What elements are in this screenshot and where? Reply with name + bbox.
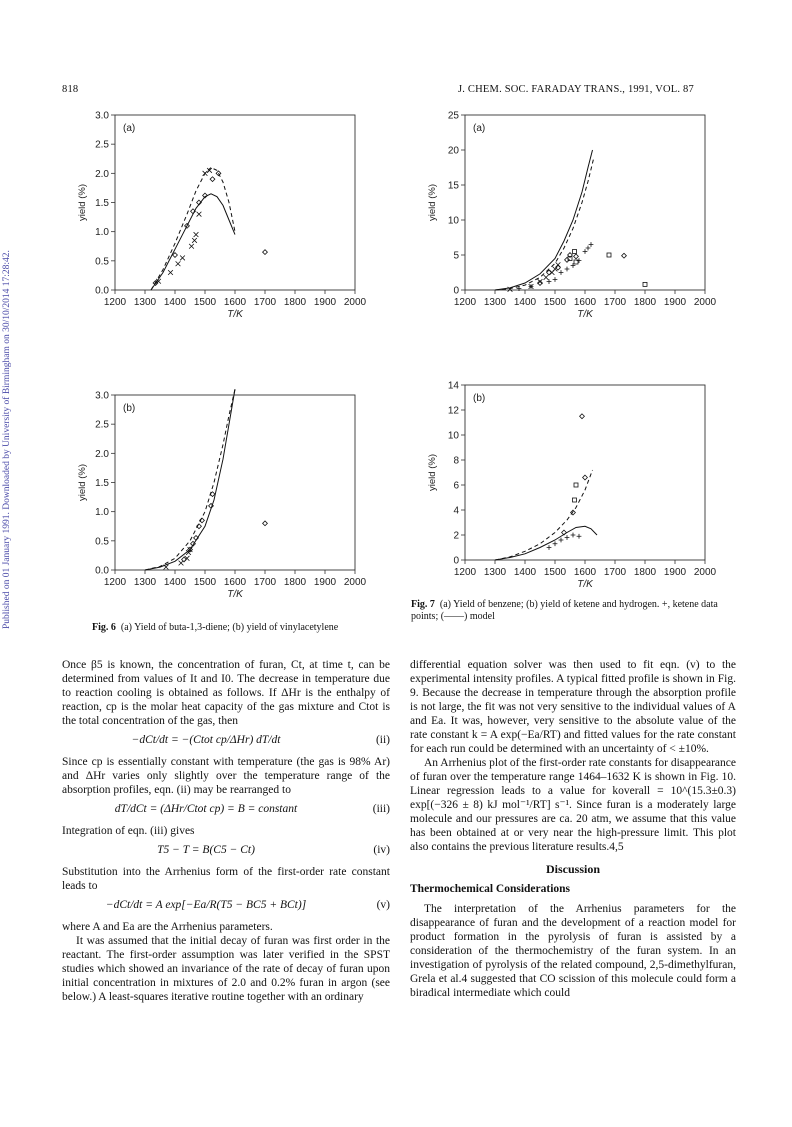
data-point-x <box>168 270 173 275</box>
y-tick-label: 4 <box>453 505 459 517</box>
x-tick-label: 1800 <box>633 297 657 308</box>
x-tick-label: 1500 <box>543 567 567 578</box>
x-tick-label: 1400 <box>513 297 537 308</box>
section-heading: Discussion <box>545 862 601 876</box>
equation-number: (ii) <box>375 734 390 746</box>
data-point-plus <box>565 535 570 540</box>
x-tick-label: 1500 <box>193 297 217 308</box>
panel-label: (b) <box>473 393 486 404</box>
panel-label: (b) <box>123 403 136 414</box>
journal-header: J. CHEM. SOC. FARADAY TRANS., 1991, VOL. 87 <box>458 84 694 95</box>
y-tick-label: 14 <box>447 380 459 392</box>
x-tick-label: 1900 <box>663 297 687 308</box>
y-tick-label: 0.5 <box>95 256 109 268</box>
y-tick-label: 0 <box>453 555 459 567</box>
equation-number: (v) <box>376 899 390 911</box>
x-tick-label: 1300 <box>483 567 507 578</box>
model-curve-solid <box>495 150 593 290</box>
x-tick-label: 2000 <box>693 567 717 578</box>
y-axis-label: yield (%) <box>77 184 88 221</box>
equation-v <box>62 898 390 915</box>
data-point-x <box>180 256 185 261</box>
x-tick-label: 1400 <box>163 297 187 308</box>
data-point-diamond <box>565 258 570 263</box>
paragraph: where A and Ea are the Arrhenius parameters. <box>62 921 273 933</box>
figure-7b-chart <box>405 375 735 610</box>
panel-label: (a) <box>473 123 486 134</box>
data-point-square <box>573 250 577 254</box>
y-tick-label: 6 <box>453 480 459 492</box>
y-tick-label: 2.0 <box>95 168 109 180</box>
y-tick-label: 12 <box>447 405 459 417</box>
x-tick-label: 1800 <box>283 577 307 588</box>
data-point-square <box>573 498 577 502</box>
x-tick-label: 1500 <box>193 577 217 588</box>
equation-number: (iii) <box>372 803 390 815</box>
figure-6b-chart <box>55 385 385 620</box>
data-point-square <box>607 253 611 257</box>
right-text-column <box>410 658 736 1000</box>
data-point-square <box>643 282 647 286</box>
model-curve-solid <box>145 389 235 570</box>
data-point-plus <box>571 533 576 538</box>
y-axis-label: yield (%) <box>427 184 438 221</box>
equation-text: dT/dCt = (ΔHr/Ctot cp) = B = constant <box>114 803 298 815</box>
y-tick-label: 15 <box>447 180 459 192</box>
equation-text: −dCt/dt = A exp[−Ea/R(T5 − BC5 + BCt)] <box>105 899 307 911</box>
x-tick-label: 1900 <box>663 567 687 578</box>
data-point-x <box>194 232 199 237</box>
data-point-plus <box>559 538 564 543</box>
equation-text: T5 − T = B(C5 − Ct) <box>157 844 255 856</box>
paragraph: Integration of eqn. (iii) gives <box>62 825 195 837</box>
x-tick-label: 1700 <box>603 567 627 578</box>
y-tick-label: 2.0 <box>95 448 109 460</box>
page-number: 818 <box>62 84 79 95</box>
y-tick-label: 0.0 <box>95 565 109 577</box>
y-axis-label: yield (%) <box>77 464 88 501</box>
x-tick-label: 1700 <box>253 577 277 588</box>
download-watermark: Published on 01 January 1991. Downloaded by University of Birmingham on 30/10/2014 17:28:42. <box>2 250 12 630</box>
data-point-diamond <box>583 475 588 480</box>
paragraph: differential equation solver was then used to fit eqn. (v) to the experimental intensity profiles. A typical fitted profile is shown in Fig. 9. Because the decrease in temperature through the absorption profile is not large, the fit was not very sensitive to the individual values of A and Ea. It was, however, very sensitive to the absolute value of the rate constant k = A exp(−Ea/RT) and fitted values for the rate constant for each run could be determined with an uncertainty of < ±10%. <box>410 659 736 755</box>
x-tick-label: 1600 <box>573 297 597 308</box>
x-tick-label: 1300 <box>133 577 157 588</box>
model-curve-solid <box>495 526 597 560</box>
data-point-plus <box>559 270 564 275</box>
x-tick-label: 1200 <box>453 567 477 578</box>
x-tick-label: 1400 <box>513 567 537 578</box>
data-point-plus <box>547 545 552 550</box>
data-point-plus <box>565 267 570 272</box>
x-tick-label: 2000 <box>343 297 367 308</box>
figure-6-caption-text: (a) Yield of buta-1,3-diene; (b) yield of vinylacetylene <box>120 622 339 633</box>
data-point-plus <box>586 246 591 251</box>
figure-7-caption-text: (a) Yield of benzene; (b) yield of ketene and hydrogen. +, ketene data points; (——) model <box>411 599 718 622</box>
x-tick-label: 1200 <box>103 577 127 588</box>
plot-frame <box>115 395 355 570</box>
x-tick-label: 1900 <box>313 297 337 308</box>
y-tick-label: 8 <box>453 455 459 467</box>
y-tick-label: 2 <box>453 530 459 542</box>
equation-iv <box>62 843 390 860</box>
x-tick-label: 1700 <box>253 297 277 308</box>
y-tick-label: 5 <box>453 250 459 262</box>
x-tick-label: 1800 <box>633 567 657 578</box>
data-point-x <box>556 262 561 267</box>
data-point-plus <box>583 249 588 254</box>
data-point-x <box>176 261 181 266</box>
y-tick-label: 3.0 <box>95 110 109 122</box>
x-tick-label: 1600 <box>223 297 247 308</box>
data-point-diamond <box>574 254 579 259</box>
x-tick-label: 1700 <box>603 297 627 308</box>
x-tick-label: 1800 <box>283 297 307 308</box>
data-point-square <box>574 483 578 487</box>
y-tick-label: 0.0 <box>95 285 109 297</box>
x-tick-label: 2000 <box>693 297 717 308</box>
model-curve-dashed <box>145 389 235 570</box>
data-point-x <box>179 561 184 566</box>
x-tick-label: 1200 <box>453 297 477 308</box>
figure-7-caption-label: Fig. 7 <box>411 599 435 610</box>
equation-text: −dCt/dt = −(Ctot cp/ΔHr) dT/dt <box>131 734 281 746</box>
y-tick-label: 20 <box>447 145 459 157</box>
y-tick-label: 10 <box>447 215 459 227</box>
paragraph: Since cp is essentially constant with temperature (the gas is 98% Ar) and ΔHr varies only slightly over the temperature range of the absorption profiles, eqn. (ii) may be rearranged to <box>62 756 390 796</box>
plot-frame <box>465 385 705 560</box>
y-tick-label: 1.0 <box>95 507 109 519</box>
data-point-plus <box>577 258 582 263</box>
data-point-diamond <box>263 521 268 526</box>
x-tick-label: 1600 <box>223 577 247 588</box>
y-tick-label: 10 <box>447 430 459 442</box>
x-axis-label: T/K <box>577 579 593 590</box>
data-point-diamond <box>210 177 215 182</box>
paragraph: An Arrhenius plot of the first-order rate constants for disappearance of furan over the temperature range 1464–1632 K is shown in Fig. 10. Linear regression leads to a value for koverall = 10^(15.3±0.3) exp[(−326 ± 8) kJ mol⁻¹/RT] s⁻¹. Since furan is a moderately large molecule and our pressures are ca. 20 atm, we assume that this value has been obtained at or very near the high-pressure limit. This plot also contains the previous literature results.4,5 <box>410 757 736 853</box>
y-tick-label: 25 <box>447 110 459 122</box>
paragraph: Substitution into the Arrhenius form of the first-order rate constant leads to <box>62 866 390 892</box>
data-point-x <box>538 279 543 284</box>
x-tick-label: 1900 <box>313 577 337 588</box>
data-point-plus <box>547 279 552 284</box>
data-point-x <box>197 212 202 217</box>
y-tick-label: 0 <box>453 285 459 297</box>
paragraph: The interpretation of the Arrhenius parameters for the disappearance of furan and the development of a reaction model for product formation in the pyrolysis of furan is assisted by a consideration of the thermochemistry of the furan system. In an investigation of pyrolysis of the related compound, 2,5-dimethylfuran, Grela et al.4 suggested that CO scission of this molecule could form a biradical intermediate which could <box>410 903 736 999</box>
data-point-x <box>192 238 197 243</box>
plot-frame <box>115 115 355 290</box>
x-tick-label: 1300 <box>483 297 507 308</box>
paragraph: It was assumed that the initial decay of furan was first order in the reactant. The first-order assumption was later verified in the SPST studies which showed an invariance of the rate of decay of furan upon initial concentration in mixtures of 2.0 and 0.2% furan in argon (see below.) A least-squares iterative routine together with an ordinary <box>62 935 390 1003</box>
figure-6-caption-label: Fig. 6 <box>92 622 116 633</box>
figure-6-caption <box>92 622 392 634</box>
figure-6a-chart <box>55 105 385 340</box>
y-tick-label: 1.5 <box>95 198 109 209</box>
x-tick-label: 1200 <box>103 297 127 308</box>
plot-frame <box>465 115 705 290</box>
figure-7-caption <box>411 599 736 623</box>
x-tick-label: 1500 <box>543 297 567 308</box>
panel-label: (a) <box>123 123 136 134</box>
x-axis-label: T/K <box>227 589 243 600</box>
model-curve-dashed <box>495 157 594 290</box>
data-point-x <box>189 244 194 249</box>
data-point-plus <box>589 242 594 247</box>
data-point-diamond <box>263 250 268 255</box>
y-tick-label: 0.5 <box>95 536 109 548</box>
x-tick-label: 2000 <box>343 577 367 588</box>
data-point-plus <box>553 541 558 546</box>
data-point-diamond <box>580 414 585 419</box>
data-point-plus <box>577 534 582 539</box>
data-point-x <box>544 275 549 280</box>
y-tick-label: 2.5 <box>95 419 109 431</box>
x-axis-label: T/K <box>577 309 593 320</box>
y-axis-label: yield (%) <box>427 454 438 491</box>
y-tick-label: 1.0 <box>95 227 109 239</box>
subsection-heading: Thermochemical Considerations <box>410 883 571 895</box>
x-axis-label: T/K <box>227 309 243 320</box>
data-point-diamond <box>622 253 627 258</box>
y-tick-label: 1.5 <box>95 478 109 489</box>
equation-iii <box>62 802 390 819</box>
y-tick-label: 2.5 <box>95 139 109 151</box>
y-tick-label: 3.0 <box>95 390 109 402</box>
x-tick-label: 1600 <box>573 567 597 578</box>
paragraph: Once β5 is known, the concentration of furan, Ct, at time t, can be determined from values of It and I0. The decrease in temperature due to reaction cooling is obtained as follows. If ΔHr is the enthalpy of reaction, cp is the molar heat capacity of the gas mixture and Ctot is the total concentration of the gas, then <box>62 659 390 727</box>
figure-7a-chart <box>405 105 735 340</box>
data-point-plus <box>553 277 558 282</box>
x-tick-label: 1300 <box>133 297 157 308</box>
equation-number: (iv) <box>373 844 390 856</box>
left-text-column <box>62 658 390 1004</box>
equation-ii <box>62 733 390 750</box>
x-tick-label: 1400 <box>163 577 187 588</box>
